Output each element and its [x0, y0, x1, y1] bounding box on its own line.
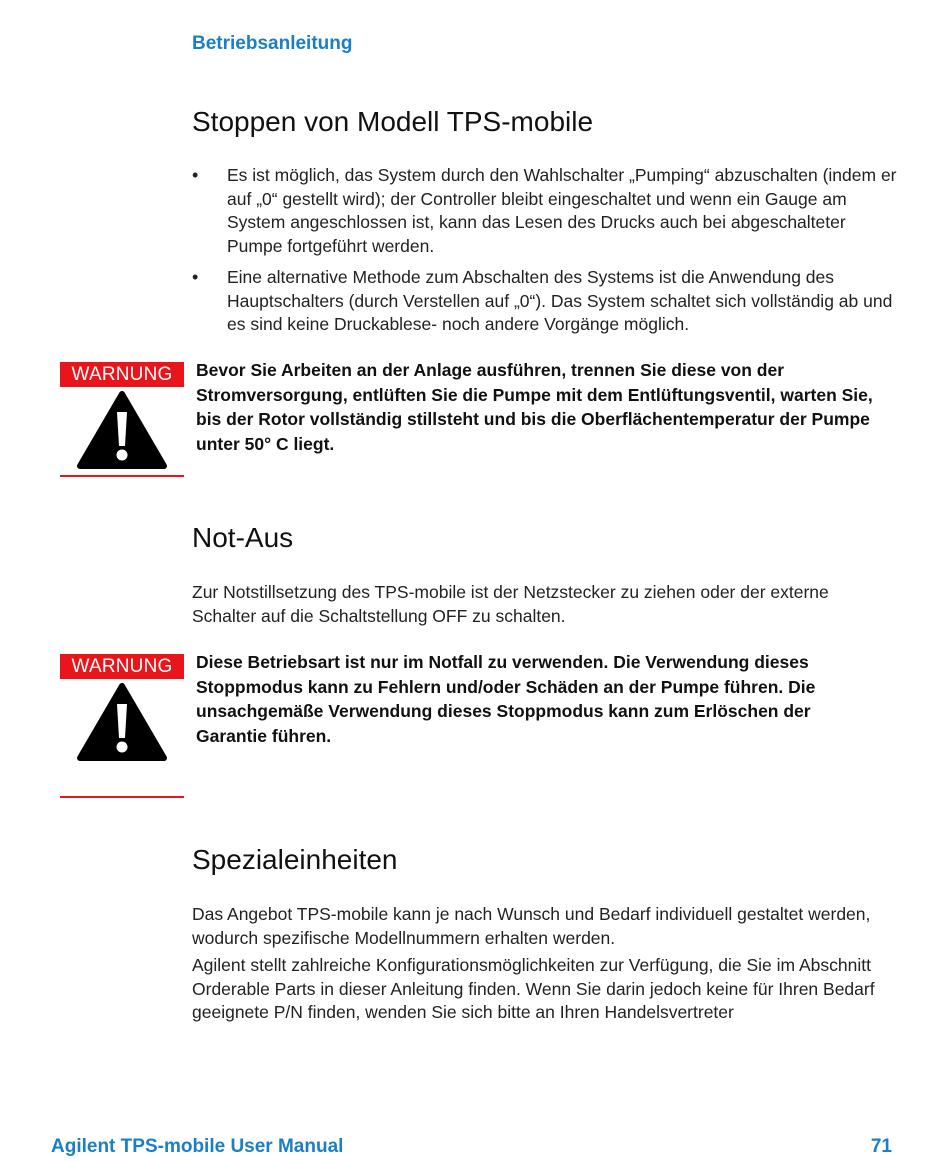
warning-text: Bevor Sie Arbeiten an der Anlage ausführen, trennen Sie diese von der Stromversorgung, entlüften Sie die Pumpe mit dem Entlüftungsventil, warten Sie, bis der Rotor vollständig stillsteht und bis die Oberflächentemperatur der Pumpe unter 50° C liegt.	[196, 360, 873, 454]
running-header: Betriebsanleitung	[192, 33, 353, 54]
warning-divider	[60, 475, 184, 477]
section-title-stopping: Stoppen von Modell TPS-mobile	[192, 106, 594, 137]
page-number: 71	[870, 1136, 892, 1157]
warning-label: WARNUNG	[60, 654, 184, 679]
warning-text: Diese Betriebsart ist nur im Notfall zu verwenden. Die Verwendung dieses Stoppmodus kann zu Fehlern und/oder Schäden an der Pumpe führen. Die unsachgemäße Verwendung dieses Stoppmodus kann zum Erlöschen der Garantie führen.	[196, 652, 816, 746]
warning-triangle-icon	[76, 390, 168, 470]
bullet-item: • Eine alternative Methode zum Abschalten des Systems ist die Anwendung des Hauptschalters (durch Verstellen auf „0“). Das System schaltet sich vollständig ab und es sind keine Druckablese- noch andere Vorgänge möglich.	[192, 266, 902, 337]
warning-triangle-icon	[76, 682, 168, 762]
section-title-special: Spezialeinheiten	[192, 844, 398, 875]
stopping-bullet-list	[192, 164, 902, 345]
emergency-paragraph: Zur Notstillsetzung des TPS-mobile ist der Netzstecker zu ziehen oder der externe Schalter auf die Schaltstellung OFF zu schalten.	[192, 582, 829, 626]
warning-divider	[60, 796, 184, 798]
bullet-item: • Es ist möglich, das System durch den Wahlschalter „Pumping“ abzuschalten (indem er auf „0“ gestellt wird); der Controller bleibt eingeschaltet und wenn ein Gauge am System angeschlossen ist, kann das Lesen des Drucks auch bei abgeschalteter Pumpe fortgeführt werden.	[192, 164, 902, 258]
special-paragraph: Agilent stellt zahlreiche Konfigurationsmöglichkeiten zur Verfügung, die Sie im Abschnitt Orderable Parts in dieser Anleitung finden. Wenn Sie darin jedoch keine für Ihren Bedarf geeignete P/N finden, wenden Sie sich bitte an Ihren Handelsvertreter	[192, 955, 875, 1022]
section-title-emergency: Not-Aus	[192, 522, 294, 553]
special-paragraph: Das Angebot TPS-mobile kann je nach Wunsch und Bedarf individuell gestaltet werden, wodurch spezifische Modellnummern erhalten werden.	[192, 904, 871, 948]
warning-label: WARNUNG	[60, 362, 184, 387]
footer-manual-title: Agilent TPS-mobile User Manual	[51, 1136, 344, 1157]
